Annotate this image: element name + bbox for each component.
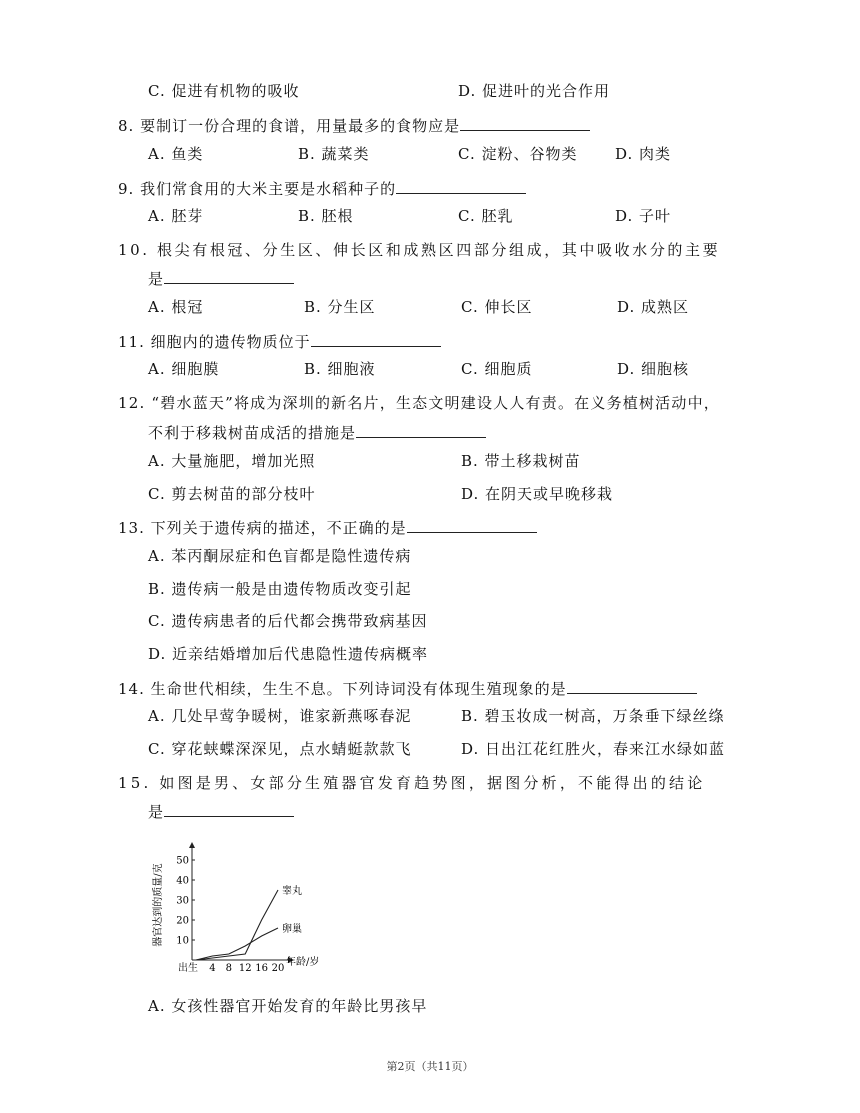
q8-option-b: B. 蔬菜类	[298, 145, 370, 163]
y-tick-label: 10	[176, 935, 189, 947]
q12-stem-text: 不利于移栽树苗成活的措施是	[148, 424, 357, 442]
q7-option-c: C. 促进有机物的吸收	[148, 82, 300, 100]
q10-stem-line1: 10. 根尖有根冠、分生区、伸长区和成熟区四部分组成，其中吸收水分的主要	[118, 241, 721, 259]
q9-option-a: A. 胚芽	[148, 207, 204, 225]
q11-option-c: C. 细胞质	[461, 360, 533, 378]
q12-option-d: D. 在阴天或早晚移栽	[461, 485, 614, 503]
q11-option-b: B. 细胞液	[304, 360, 376, 378]
q13-option-d: D. 近亲结婚增加后代患隐性遗传病概率	[148, 645, 429, 663]
q12-option-c: C. 剪去树苗的部分枝叶	[148, 485, 316, 503]
q8-stem	[118, 114, 590, 137]
x-tick-label: 4	[209, 963, 216, 974]
answer-blank[interactable]	[567, 677, 697, 694]
q12-option-a: A. 大量施肥，增加光照	[148, 452, 316, 470]
chart-x-ticks	[178, 961, 284, 974]
answer-blank[interactable]	[164, 800, 294, 817]
x-tick-label: 16	[255, 963, 268, 974]
q11-stem-text: 11. 细胞内的遗传物质位于	[118, 333, 311, 351]
q9-option-c: C. 胚乳	[458, 207, 514, 225]
q10-option-d: D. 成熟区	[617, 298, 690, 316]
q13-option-b: B. 遗传病一般是由遗传物质改变引起	[148, 580, 412, 598]
answer-blank[interactable]	[460, 114, 590, 131]
q11-stem	[118, 330, 441, 353]
series-label-1: 卵巢	[282, 924, 302, 935]
chart-series	[196, 884, 302, 960]
q8-option-d: D. 肉类	[615, 145, 672, 163]
y-tick-label: 30	[176, 895, 189, 907]
q8-stem-text: 8. 要制订一份合理的食谱，用量最多的食物应是	[118, 117, 461, 135]
q13-option-a: A. 苯丙酮尿症和色盲都是隐性遗传病	[148, 547, 412, 565]
q14-option-c: C. 穿花蛱蝶深深见，点水蜻蜓款款飞	[148, 740, 412, 758]
organ-growth-chart	[150, 830, 320, 985]
y-tick-label: 20	[176, 915, 189, 927]
q15-stem-line2	[148, 800, 294, 823]
q8-option-a: A. 鱼类	[148, 145, 204, 163]
answer-blank[interactable]	[356, 421, 486, 438]
answer-blank[interactable]	[311, 330, 441, 347]
q10-stem-line2	[148, 267, 294, 290]
answer-blank[interactable]	[396, 177, 526, 194]
page-footer: 第2页（共11页）	[386, 1060, 474, 1073]
answer-blank[interactable]	[407, 516, 537, 533]
q9-stem-text: 9. 我们常食用的大米主要是水稻种子的	[118, 180, 397, 198]
q12-stem-line2	[148, 421, 486, 444]
q9-option-d: D. 子叶	[615, 207, 672, 225]
series-label-0: 睾丸	[282, 886, 302, 897]
q13-stem-text: 13. 下列关于遗传病的描述，不正确的是	[118, 519, 407, 537]
answer-blank[interactable]	[164, 267, 294, 284]
chart-xlabel: 年龄/岁	[286, 957, 320, 968]
q10-option-b: B. 分生区	[304, 298, 376, 316]
q10-option-a: A. 根冠	[148, 298, 204, 316]
x-tick-label: 20	[271, 963, 285, 974]
y-tick-label: 40	[176, 875, 189, 887]
q14-stem	[118, 677, 697, 700]
q11-option-a: A. 细胞膜	[148, 360, 220, 378]
q14-option-d: D. 日出江花红胜火，春来江水绿如蓝	[461, 740, 726, 758]
q14-option-a: A. 几处早莺争暖树，谁家新燕啄春泥	[148, 707, 412, 725]
x-tick-label: 出生	[178, 963, 198, 974]
q10-stem-text: 是	[148, 270, 165, 288]
q10-option-c: C. 伸长区	[461, 298, 533, 316]
q15-option-a: A. 女孩性器官开始发育的年龄比男孩早	[148, 997, 428, 1015]
q13-option-c: C. 遗传病患者的后代都会携带致病基因	[148, 612, 428, 630]
q15-stem-text: 是	[148, 803, 165, 821]
q13-stem	[118, 516, 537, 539]
q15-stem-line1: 15. 如图是男、女部分生殖器官发育趋势图，据图分析，不能得出的结论	[118, 774, 706, 792]
q7-option-d: D. 促进叶的光合作用	[458, 82, 611, 100]
q14-option-b: B. 碧玉妆成一树高，万条垂下绿丝绦	[461, 707, 725, 725]
q12-stem-line1: 12. “碧水蓝天”将成为深圳的新名片，生态文明建设人人有责。在义务植树活动中，	[118, 394, 720, 412]
x-tick-label: 12	[238, 963, 252, 974]
chart-axes	[189, 842, 294, 963]
x-tick-label: 8	[225, 963, 232, 974]
y-axis-arrow	[189, 842, 195, 848]
q14-stem-text: 14. 生命世代相续，生生不息。下列诗词没有体现生殖现象的是	[118, 680, 567, 698]
y-tick-label: 50	[176, 855, 189, 867]
q8-option-c: C. 淀粉、谷物类	[458, 145, 578, 163]
q9-stem	[118, 177, 526, 200]
q11-option-d: D. 细胞核	[617, 360, 690, 378]
q12-option-b: B. 带土移栽树苗	[461, 452, 581, 470]
chart-ylabel: 器官达到的质量/克	[153, 863, 164, 947]
q9-option-b: B. 胚根	[298, 207, 354, 225]
